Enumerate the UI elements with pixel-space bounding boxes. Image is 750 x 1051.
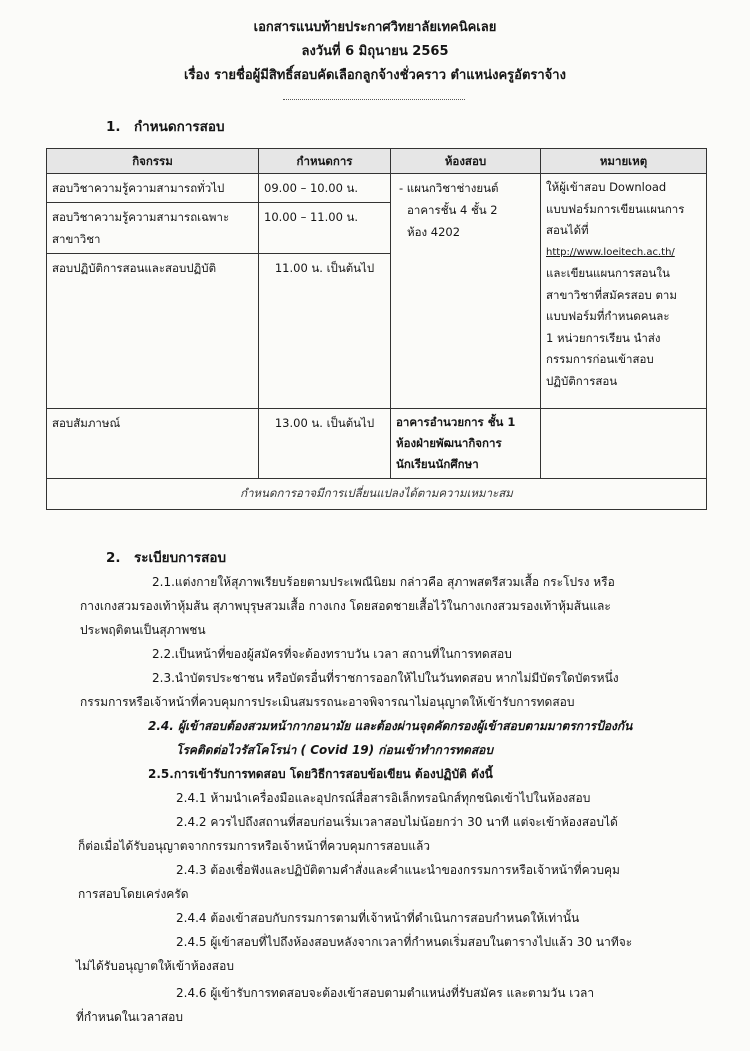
rule-2-4-5-line: ไม่ได้รับอนุญาตให้เข้าห้องสอบ — [76, 959, 234, 973]
rule-2-4-line: 2.4. ผู้เข้าสอบต้องสวมหน้ากากอนามัย และต้องผ่านจุดคัดกรองผู้เข้าสอบตามมาตรการป้องกัน — [148, 719, 633, 733]
activity-cell: สอบวิชาความรู้ความสามารถทั่วไป — [47, 174, 259, 203]
table-row — [47, 409, 707, 479]
room-line: - แผนกวิชาช่างยนต์ — [399, 181, 499, 195]
remark-line: สอนได้ที่ — [546, 223, 589, 237]
schedule-cell: 11.00 น. เป็นต้นไป — [259, 254, 391, 409]
table-footnote-row — [47, 479, 707, 510]
section-1-title: กำหนดการสอบ — [134, 119, 225, 135]
section-1-number: 1. — [106, 119, 121, 135]
activity-line: สอบวิชาความรู้ความสามารถเฉพาะ — [52, 210, 230, 224]
room-cell — [391, 174, 541, 409]
remark-line: แบบฟอร์มการเขียนแผนการ — [546, 201, 685, 216]
activity-cell — [47, 203, 259, 254]
section-2-number: 2. — [106, 550, 121, 566]
rule-2-4-3-line: การสอบโดยเคร่งครัด — [78, 887, 189, 901]
room-line: นักเรียนนักศึกษา — [396, 457, 479, 471]
doc-title: เอกสารแนบท้ายประกาศวิทยาลัยเทคนิคเลย — [253, 20, 497, 35]
remark-line: และเขียนแผนการสอนใน — [546, 266, 670, 280]
rule-2-4-line: โรคติดต่อไวรัสโคโรน่า ( Covid 19) ก่อนเข้าทำการทดสอบ — [176, 743, 493, 757]
col-header-activity: กิจกรรม — [47, 149, 259, 174]
activity-cell: สอบสัมภาษณ์ — [47, 409, 259, 479]
header-separator — [283, 99, 465, 100]
schedule-table — [46, 148, 707, 510]
remark-line: ให้ผู้เข้าสอบ Download — [546, 180, 667, 194]
schedule-cell: 10.00 – 11.00 น. — [259, 203, 391, 254]
remark-line: สาขาวิชาที่สมัครสอบ ตาม — [546, 287, 677, 302]
rule-2-4-2-line: ก็ต่อเมื่อได้รับอนุญาตจากกรรมการหรือเจ้าหน้าที่ควบคุมการสอบแล้ว — [78, 839, 431, 853]
doc-subject: เรื่อง รายชื่อผู้มีสิทธิ์สอบคัดเลือกลูกจ้างชั่วคราว ตำแหน่งครูอัตราจ้าง — [184, 68, 566, 83]
room-line: อาคารชั้น 4 ชั้น 2 — [407, 203, 498, 217]
rule-2-4-6-line: ที่กำหนดในเวลาสอบ — [76, 1010, 183, 1024]
table-header-row — [47, 149, 707, 174]
rule-2-4-5-line: 2.4.5 ผู้เข้าสอบที่ไปถึงห้องสอบหลังจากเวลาที่กำหนดเริ่มสอบในตารางไปแล้ว 30 นาทีจะ — [176, 935, 633, 949]
room-cell — [391, 409, 541, 479]
remark-line: ปฏิบัติการสอน — [546, 373, 618, 388]
rule-2-4-1: 2.4.1 ห้ามนำเครื่องมือและอุปกรณ์สื่อสารอิเล็กทรอนิกส์ทุกชนิดเข้าไปในห้องสอบ — [176, 791, 591, 805]
rule-2-4-4: 2.4.4 ต้องเข้าสอบกับกรรมการตามที่เจ้าหน้าที่ดำเนินการสอบกำหนดให้เท่านั้น — [176, 911, 580, 925]
section-2-title: ระเบียบการสอบ — [134, 550, 227, 566]
rule-2-3-line: กรรมการหรือเจ้าหน้าที่ควบคุมการประเมินสมรรถนะอาจพิจารณาไม่อนุญาตให้เข้ารับการทดสอบ — [80, 695, 575, 709]
rule-2-4-3-line: 2.4.3 ต้องเชื่อฟังและปฏิบัติตามคำสั่งและคำแนะนำของกรรมการหรือเจ้าหน้าที่ควบคุม — [176, 863, 620, 877]
room-line: ห้อง 4202 — [407, 225, 461, 239]
remark-cell-empty — [541, 409, 707, 479]
table-footnote: กำหนดการอาจมีการเปลี่ยนแปลงได้ตามความเหมาะสม — [47, 479, 707, 510]
rule-2-2: 2.2.เป็นหน้าที่ของผู้สมัครที่จะต้องทราบวัน เวลา สถานที่ในการทดสอบ — [152, 647, 512, 661]
schedule-cell: 13.00 น. เป็นต้นไป — [259, 409, 391, 479]
schedule-cell: 09.00 – 10.00 น. — [259, 174, 391, 203]
section-1-heading — [106, 115, 225, 137]
remark-line: แบบฟอร์มที่กำหนดคนละ — [546, 309, 670, 323]
remark-cell — [541, 174, 707, 409]
rule-2-1-line: 2.1.แต่งกายให้สุภาพเรียบร้อยตามประเพณีนิยม กล่าวคือ สุภาพสตรีสวมเสื้อ กระโปรง หรือ — [152, 575, 615, 589]
remark-line: 1 หน่วยการเรียน นำส่ง — [546, 330, 661, 345]
rule-2-5: 2.5.การเข้ารับการทดสอบ โดยวิธีการสอบข้อเขียน ต้องปฏิบัติ ดังนี้ — [148, 767, 493, 781]
rule-2-1-line: ประพฤติตนเป็นสุภาพชน — [80, 623, 206, 637]
col-header-remark: หมายเหตุ — [541, 149, 707, 174]
rule-2-4-6-line: 2.4.6 ผู้เข้ารับการทดสอบจะต้องเข้าสอบตามตำแหน่งที่รับสมัคร และตามวัน เวลา — [176, 986, 595, 1000]
activity-cell: สอบปฏิบัติการสอนและสอบปฏิบัติ — [47, 254, 259, 409]
room-line: ห้องฝ่ายพัฒนากิจการ — [396, 436, 502, 450]
col-header-schedule: กำหนดการ — [259, 149, 391, 174]
rule-2-1-line: กางเกงสวมรองเท้าหุ้มส้น สุภาพบุรุษสวมเสื้อ กางเกง โดยสอดชายเสื้อไว้ในกางเกงสวมรองเท้าหุ้มส้นและ — [80, 599, 611, 613]
doc-date: ลงวันที่ 6 มิถุนายน 2565 — [301, 44, 449, 59]
section-2-heading — [106, 546, 226, 568]
download-link[interactable]: http://www.loeitech.ac.th/ — [546, 246, 675, 258]
room-line: อาคารอำนวยการ ชั้น 1 — [396, 415, 516, 429]
col-header-room: ห้องสอบ — [391, 149, 541, 174]
activity-line: สาขาวิชา — [52, 232, 101, 246]
table-row — [47, 174, 707, 203]
rule-2-3-line: 2.3.นำบัตรประชาชน หรือบัตรอื่นที่ราชการออกให้ไปในวันทดสอบ หากไม่มีบัตรใดบัตรหนึ่ง — [152, 671, 619, 685]
remark-line: กรรมการก่อนเข้าสอบ — [546, 352, 654, 366]
rule-2-4-2-line: 2.4.2 ควรไปถึงสถานที่สอบก่อนเริ่มเวลาสอบไม่น้อยกว่า 30 นาที แต่จะเข้าห้องสอบได้ — [176, 815, 618, 829]
